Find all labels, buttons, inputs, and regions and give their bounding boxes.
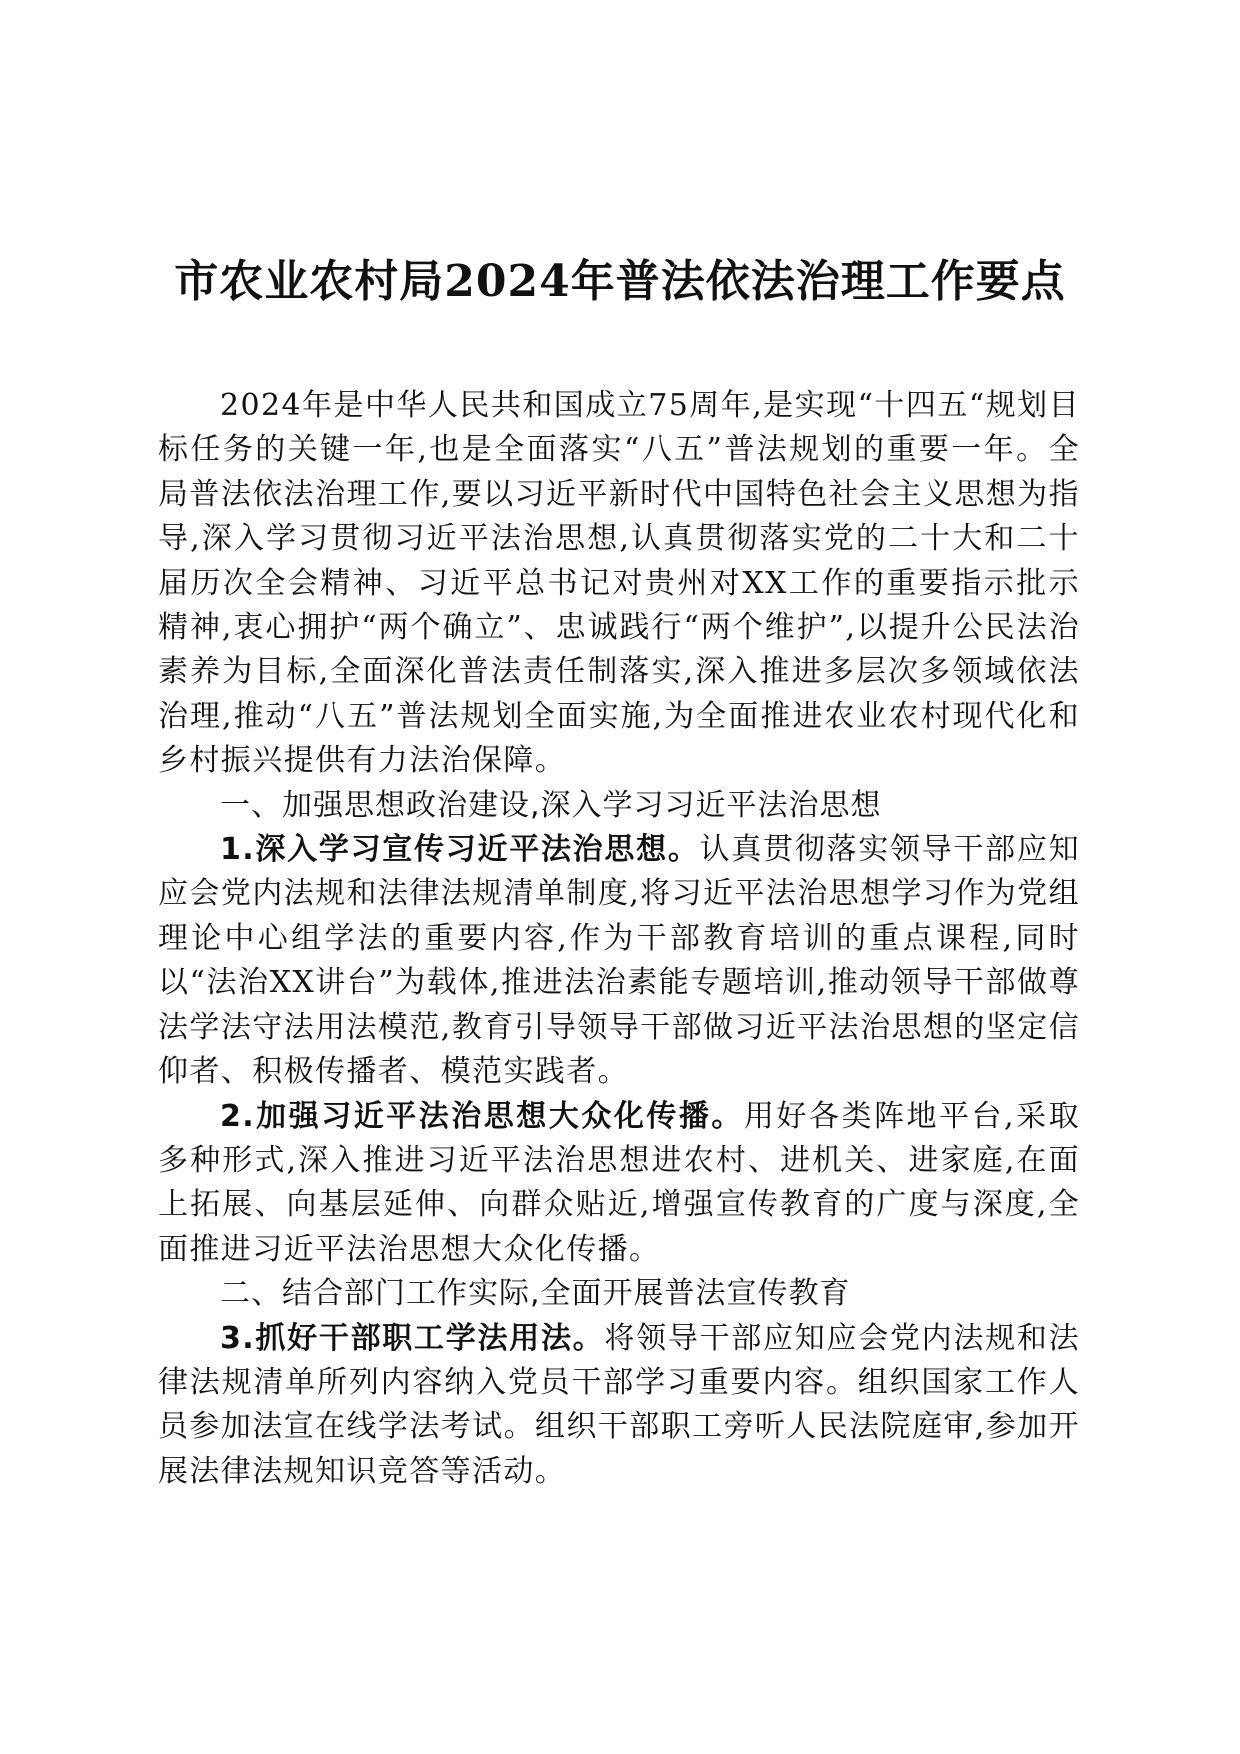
item-lead-3: 3.抓好干部职工学法用法。 [220,1320,605,1356]
item-lead-1: 1.深入学习宣传习近平法治思想。 [220,832,700,868]
item-lead-2: 2.加强习近平法治思想大众化传播。 [220,1098,744,1134]
section-heading-2: 二、结合部门工作实际,全面开展普法宣传教育 [220,1276,851,1312]
item-paragraph-2 [158,1095,1080,1273]
item-paragraph-1 [158,828,1080,1094]
section-heading-1: 一、加强思想政治建设,深入学习习近平法治思想 [220,787,882,823]
item-text-3: 将领导干部应知应会党内法规和法律法规清单所列内容纳入党员干部学习重要内容。组织国家工作人员参加法宣在线学法考试。组织干部职工旁听人民法院庭审,参加开展法律法规知识竞答等活动。 [158,1320,1080,1489]
intro-paragraph: 2024年是中华人民共和国成立75周年,是实现“十四五“规划目标任务的关键一年,也是全面落实“八五”普法规划的重要一年。全局普法依法治理工作,要以习近平新时代中国特色社会主义思想为指导,深入学习贯彻习近平法治思想,认真贯彻落实党的二十大和二十届历次全会精神、习近平总书记对贵州对XX工作的重要指示批示精神,衷心拥护“两个确立”、忠诚践行“两个维护”,以提升公民法治素养为目标,全面深化普法责任制落实,深入推进多层次多领域依法治理,推动“八五”普法规划全面实施,为全面推进农业农村现代化和乡村振兴提供有力法治保障。 [158,388,1080,779]
item-text-1: 认真贯彻落实领导干部应知应会党内法规和法律法规清单制度,将习近平法治思想学习作为党组理论中心组学法的重要内容,作为干部教育培训的重点课程,同时以“法治XX讲台”为载体,推进法治素能专题培训,推动领导干部做尊法学法守法用法模范,教育引导领导干部做习近平法治思想的坚定信仰者、积极传播者、模范实践者。 [158,832,1080,1090]
item-paragraph-3 [158,1317,1080,1495]
document-body [158,384,1080,1494]
page-title: 市农业农村局2024年普法依法治理工作要点 [174,256,1066,307]
item-text-2: 用好各类阵地平台,采取多种形式,深入推进习近平法治思想进农村、进机关、进家庭,在面上拓展、向基层延伸、向群众贴近,增强宣传教育的广度与深度,全面推进习近平法治思想大众化传播。 [158,1098,1081,1267]
